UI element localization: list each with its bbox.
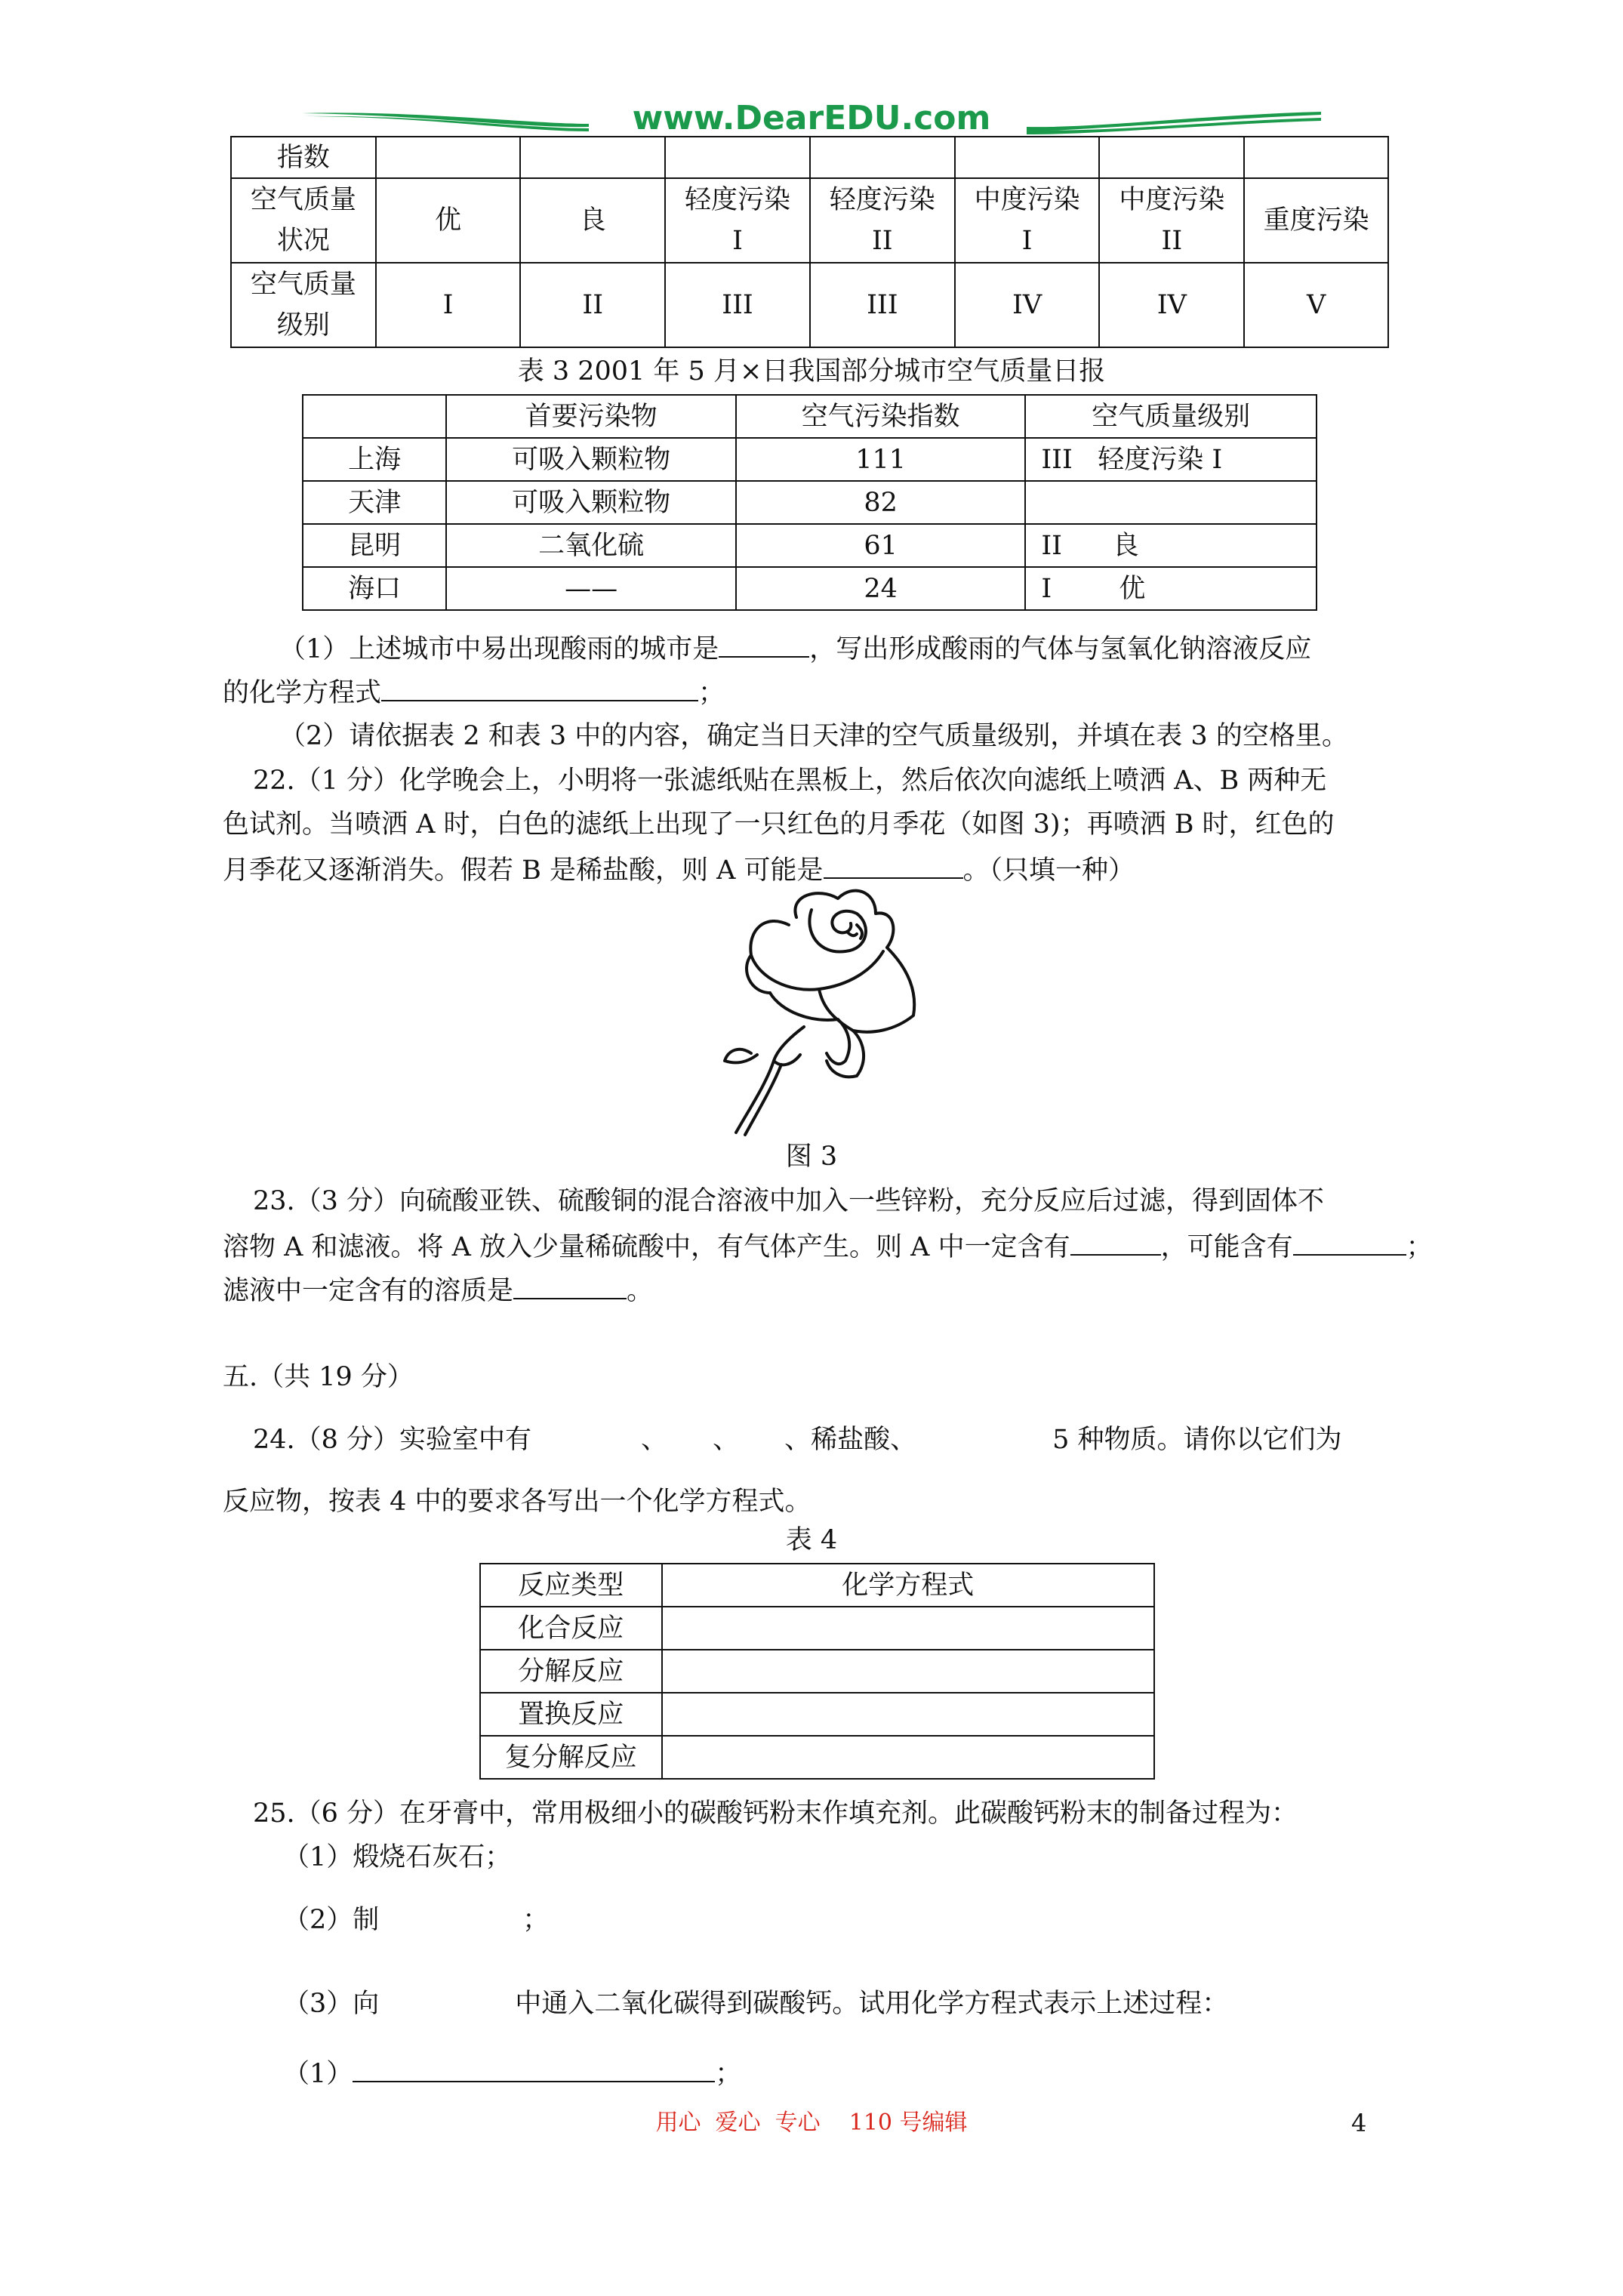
q21-part1-line2: 的化学方程式 ； bbox=[223, 674, 725, 710]
table-cell: IV bbox=[955, 263, 1100, 347]
footer-slogan: 用心 爱心 专心 110 号编辑 bbox=[655, 2110, 968, 2136]
q22-line2: 色试剂。当喷洒 A 时，白色的滤纸上出现了一只红色的月季花（如图 3)；再喷洒 B 时，红色的 bbox=[223, 809, 1335, 840]
table-cell: 111 bbox=[736, 438, 1026, 481]
answer-blank[interactable] bbox=[1070, 1228, 1161, 1256]
table-cell: 61 bbox=[736, 524, 1026, 567]
table-cell: 昆明 bbox=[303, 524, 446, 567]
table-cell: 分解反应 bbox=[480, 1650, 662, 1693]
q25-line1: 25.（6 分）在牙膏中，常用极细小的碳酸钙粉末作填充剂。此碳酸钙粉末的制备过程为： bbox=[253, 1798, 1298, 1829]
table-header-cell bbox=[303, 395, 446, 438]
city-air-quality-table bbox=[302, 394, 1317, 611]
q25-answer1: （1） ； bbox=[283, 2055, 741, 2091]
table-header-cell: 化学方程式 bbox=[662, 1564, 1155, 1607]
answer-blank[interactable] bbox=[353, 2055, 715, 2082]
equation-answer-cell[interactable] bbox=[662, 1650, 1155, 1693]
table-cell: 二氧化硫 bbox=[446, 524, 736, 567]
table-cell: V bbox=[1244, 263, 1388, 347]
table-cell bbox=[665, 137, 810, 178]
answer-blank[interactable] bbox=[513, 1272, 627, 1299]
table-cell: 可吸入颗粒物 bbox=[446, 481, 736, 524]
tianjin-grade-blank-cell[interactable] bbox=[1025, 481, 1317, 524]
table-cell: 轻度污染 I bbox=[665, 178, 810, 263]
table-row bbox=[480, 1650, 1154, 1693]
answer-blank[interactable] bbox=[1293, 1228, 1406, 1256]
table-row bbox=[231, 137, 1388, 178]
q21-part1-line1: （1）上述城市中易出现酸雨的城市是 ，写出形成酸雨的气体与氢氧化钠溶液反应 bbox=[279, 630, 1311, 666]
air-quality-grade-table bbox=[230, 136, 1389, 348]
table-cell: III 轻度污染 I bbox=[1025, 438, 1317, 481]
table-cell bbox=[376, 137, 521, 178]
table-cell: I 优 bbox=[1025, 567, 1317, 610]
table-row bbox=[231, 178, 1388, 263]
table-header-cell: 空气质量级别 bbox=[1025, 395, 1317, 438]
table-cell: I bbox=[376, 263, 521, 347]
table-row bbox=[303, 524, 1317, 567]
q23-line2: 溶物 A 和滤液。将 A 放入少量稀硫酸中，有气体产生。则 A 中一定含有 ，可能含有 ； bbox=[223, 1228, 1433, 1264]
table-cell bbox=[810, 137, 955, 178]
table-cell: IV bbox=[1099, 263, 1244, 347]
equation-answer-cell[interactable] bbox=[662, 1693, 1155, 1736]
table-header-cell: 首要污染物 bbox=[446, 395, 736, 438]
q25-step2: （2）制 ； bbox=[283, 1905, 550, 1935]
table-cell: 中度污染 I bbox=[955, 178, 1100, 263]
table-cell: III bbox=[665, 263, 810, 347]
table3-caption: 表 3 2001 年 5 月×日我国部分城市空气质量日报 bbox=[517, 356, 1106, 387]
table-header-cell: 空气污染指数 bbox=[736, 395, 1026, 438]
figure3-caption: 图 3 bbox=[785, 1142, 838, 1172]
equation-answer-cell[interactable] bbox=[662, 1607, 1155, 1650]
table-cell: 中度污染 II bbox=[1099, 178, 1244, 263]
table4-caption: 表 4 bbox=[785, 1525, 838, 1555]
table-row bbox=[480, 1693, 1154, 1736]
table-cell: III bbox=[810, 263, 955, 347]
table-cell bbox=[1244, 137, 1388, 178]
table-cell: 天津 bbox=[303, 481, 446, 524]
q23-line3: 滤液中一定含有的溶质是 。 bbox=[223, 1272, 653, 1308]
table-cell: 重度污染 bbox=[1244, 178, 1388, 263]
table-cell bbox=[520, 137, 665, 178]
table-cell: 指数 bbox=[231, 137, 376, 178]
table-cell: 可吸入颗粒物 bbox=[446, 438, 736, 481]
table-row bbox=[231, 263, 1388, 347]
answer-blank[interactable] bbox=[719, 630, 809, 658]
table-header-row bbox=[480, 1564, 1154, 1607]
table-header-row bbox=[303, 395, 1317, 438]
answer-blank[interactable] bbox=[381, 674, 698, 701]
table-cell: II 良 bbox=[1025, 524, 1317, 567]
table-header-cell: 反应类型 bbox=[480, 1564, 662, 1607]
table-cell: 空气质量 状况 bbox=[231, 178, 376, 263]
section5-title: 五.（共 19 分） bbox=[223, 1362, 414, 1392]
table-row bbox=[480, 1607, 1154, 1650]
q24-line1: 24.（8 分）实验室中有 、 、 、稀盐酸、 5 种物质。请你以它们为 bbox=[253, 1425, 1342, 1455]
table-cell: II bbox=[520, 263, 665, 347]
table-cell bbox=[1099, 137, 1244, 178]
table-cell bbox=[955, 137, 1100, 178]
answer-blank[interactable] bbox=[824, 852, 963, 879]
q24-line2: 反应物，按表 4 中的要求各写出一个化学方程式。 bbox=[223, 1487, 812, 1517]
table-cell: 82 bbox=[736, 481, 1026, 524]
table-cell: 轻度污染 II bbox=[810, 178, 955, 263]
page-number: 4 bbox=[1351, 2109, 1367, 2137]
q23-line1: 23.（3 分）向硫酸亚铁、硫酸铜的混合溶液中加入一些锌粉，充分反应后过滤，得到固体不 bbox=[253, 1186, 1325, 1216]
table-row bbox=[480, 1736, 1154, 1779]
table-cell: 空气质量 级别 bbox=[231, 263, 376, 347]
table-cell: —— bbox=[446, 567, 736, 610]
table-cell: 化合反应 bbox=[480, 1607, 662, 1650]
reaction-type-table bbox=[479, 1563, 1155, 1780]
table-cell: 置换反应 bbox=[480, 1693, 662, 1736]
table-row bbox=[303, 481, 1317, 524]
site-url: www.DearEDU.com bbox=[632, 99, 991, 137]
q22-line1: 22.（1 分）化学晚会上，小明将一张滤纸贴在黑板上，然后依次向滤纸上喷洒 A、B 两种无 bbox=[253, 766, 1327, 796]
q22-line3: 月季花又逐渐消失。假若 B 是稀盐酸，则 A 可能是 。（只填一种） bbox=[223, 852, 1135, 887]
table-row bbox=[303, 567, 1317, 610]
table-cell: 上海 bbox=[303, 438, 446, 481]
rose-figure bbox=[706, 880, 932, 1144]
table-cell: 24 bbox=[736, 567, 1026, 610]
table-cell: 良 bbox=[520, 178, 665, 263]
table-row bbox=[303, 438, 1317, 481]
q25-step3: （3）向 中通入二氧化碳得到碳酸钙。试用化学方程式表示上述过程： bbox=[283, 1989, 1229, 2019]
equation-answer-cell[interactable] bbox=[662, 1736, 1155, 1779]
table-cell: 优 bbox=[376, 178, 521, 263]
table-cell: 海口 bbox=[303, 567, 446, 610]
q25-step1: （1）煅烧石灰石； bbox=[283, 1842, 512, 1872]
q21-part2: （2）请依据表 2 和表 3 中的内容，确定当日天津的空气质量级别，并填在表 3 的空格里。 bbox=[279, 721, 1348, 751]
table-cell: 复分解反应 bbox=[480, 1736, 662, 1779]
